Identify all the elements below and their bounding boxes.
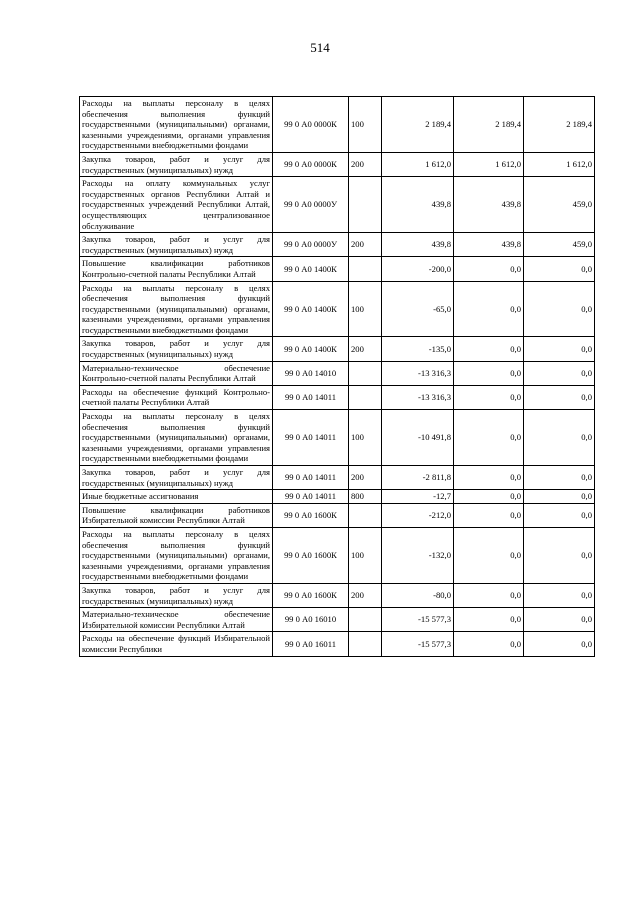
table-row <box>80 490 595 504</box>
table-row <box>80 527 595 583</box>
row-amount-3: 0,0 <box>524 503 595 527</box>
table-row <box>80 632 595 656</box>
row-name: Расходы на выплаты персоналу в целях обеспечения выполнения функций государственными (муниципальными) органами, казенными учреждениями, органами управления государственными внебюджетными фондами <box>80 97 273 153</box>
row-amount-1: -2 811,8 <box>382 466 454 490</box>
row-name: Расходы на выплаты персоналу в целях обеспечения выполнения функций государственными (муниципальными) органами, казенными учреждениями, органами управления государственными внебюджетными фондами <box>80 410 273 466</box>
row-name: Расходы на обеспечение функций Избирательной комиссии Республики <box>80 632 273 656</box>
table-row <box>80 503 595 527</box>
row-expense-type: 100 <box>349 410 382 466</box>
table-row <box>80 410 595 466</box>
row-name: Закупка товаров, работ и услуг для государственных (муниципальных) нужд <box>80 583 273 607</box>
row-expense-type: 200 <box>349 583 382 607</box>
row-amount-1: -132,0 <box>382 527 454 583</box>
row-name: Иные бюджетные ассигнования <box>80 490 273 504</box>
row-code: 99 0 А0 1400К <box>273 257 349 281</box>
row-amount-2: 0,0 <box>454 257 524 281</box>
row-name: Повышение квалификации работников Избирательной комиссии Республики Алтай <box>80 503 273 527</box>
row-expense-type: 100 <box>349 97 382 153</box>
row-amount-1: 1 612,0 <box>382 152 454 176</box>
row-name: Расходы на оплату коммунальных услуг государственных органов Республики Алтай и государственных учреждений Республики Алтай, осуществляющих централизованное обслуживание <box>80 177 273 233</box>
row-code: 99 0 А0 14011 <box>273 410 349 466</box>
row-amount-2: 0,0 <box>454 527 524 583</box>
row-expense-type <box>349 385 382 409</box>
row-amount-3: 0,0 <box>524 527 595 583</box>
table-row <box>80 583 595 607</box>
row-code: 99 0 А0 14010 <box>273 361 349 385</box>
row-amount-3: 0,0 <box>524 632 595 656</box>
row-amount-3: 1 612,0 <box>524 152 595 176</box>
table-row <box>80 177 595 233</box>
row-amount-1: -80,0 <box>382 583 454 607</box>
row-name: Повышение квалификации работников Контрольно-счетной палаты Республики Алтай <box>80 257 273 281</box>
row-amount-1: -15 577,3 <box>382 632 454 656</box>
row-expense-type <box>349 177 382 233</box>
row-amount-3: 0,0 <box>524 257 595 281</box>
row-amount-3: 0,0 <box>524 608 595 632</box>
row-expense-type: 200 <box>349 337 382 361</box>
row-amount-2: 0,0 <box>454 361 524 385</box>
row-amount-2: 0,0 <box>454 583 524 607</box>
row-amount-2: 2 189,4 <box>454 97 524 153</box>
row-amount-1: -65,0 <box>382 281 454 337</box>
row-expense-type: 200 <box>349 152 382 176</box>
row-code: 99 0 А0 1600К <box>273 527 349 583</box>
row-expense-type <box>349 503 382 527</box>
row-code: 99 0 А0 0000У <box>273 177 349 233</box>
row-amount-1: -13 316,3 <box>382 361 454 385</box>
row-amount-2: 1 612,0 <box>454 152 524 176</box>
row-code: 99 0 А0 1600К <box>273 503 349 527</box>
row-expense-type: 800 <box>349 490 382 504</box>
table-row <box>80 385 595 409</box>
row-name: Расходы на выплаты персоналу в целях обеспечения выполнения функций государственными (муниципальными) органами, казенными учреждениями, органами управления государственными внебюджетными фондами <box>80 527 273 583</box>
row-expense-type: 100 <box>349 281 382 337</box>
row-amount-3: 0,0 <box>524 361 595 385</box>
table-row <box>80 152 595 176</box>
row-amount-2: 0,0 <box>454 410 524 466</box>
row-name: Закупка товаров, работ и услуг для государственных (муниципальных) нужд <box>80 152 273 176</box>
row-amount-2: 0,0 <box>454 608 524 632</box>
page-number: 514 <box>310 40 330 55</box>
row-amount-1: -13 316,3 <box>382 385 454 409</box>
row-name: Материально-техническое обеспечение Контрольно-счетной палаты Республики Алтай <box>80 361 273 385</box>
row-code: 99 0 А0 0000К <box>273 97 349 153</box>
row-amount-3: 0,0 <box>524 490 595 504</box>
row-code: 99 0 А0 16011 <box>273 632 349 656</box>
row-amount-1: 2 189,4 <box>382 97 454 153</box>
row-expense-type <box>349 361 382 385</box>
budget-table <box>79 96 595 657</box>
row-expense-type <box>349 257 382 281</box>
row-amount-3: 0,0 <box>524 466 595 490</box>
row-amount-2: 439,8 <box>454 177 524 233</box>
row-amount-3: 459,0 <box>524 233 595 257</box>
row-amount-2: 0,0 <box>454 385 524 409</box>
row-amount-1: -135,0 <box>382 337 454 361</box>
row-amount-2: 0,0 <box>454 466 524 490</box>
row-code: 99 0 А0 14011 <box>273 490 349 504</box>
row-code: 99 0 А0 1600К <box>273 583 349 607</box>
table-row <box>80 466 595 490</box>
row-amount-2: 0,0 <box>454 490 524 504</box>
row-expense-type <box>349 608 382 632</box>
row-amount-1: -10 491,8 <box>382 410 454 466</box>
row-code: 99 0 А0 0000К <box>273 152 349 176</box>
row-code: 99 0 А0 14011 <box>273 466 349 490</box>
row-amount-1: -12,7 <box>382 490 454 504</box>
row-expense-type: 100 <box>349 527 382 583</box>
row-amount-3: 0,0 <box>524 385 595 409</box>
row-amount-1: -200,0 <box>382 257 454 281</box>
row-name: Расходы на обеспечение функций Контрольно-счетной палаты Республики Алтай <box>80 385 273 409</box>
table-row <box>80 233 595 257</box>
table-row <box>80 337 595 361</box>
row-code: 99 0 А0 1400К <box>273 337 349 361</box>
row-name: Материально-техническое обеспечение Избирательной комиссии Республики Алтай <box>80 608 273 632</box>
row-amount-2: 439,8 <box>454 233 524 257</box>
row-name: Расходы на выплаты персоналу в целях обеспечения выполнения функций государственными (муниципальными) органами, казенными учреждениями, органами управления государственными внебюджетными фондами <box>80 281 273 337</box>
table-row <box>80 361 595 385</box>
table-row <box>80 257 595 281</box>
row-amount-3: 459,0 <box>524 177 595 233</box>
row-amount-1: 439,8 <box>382 177 454 233</box>
row-amount-3: 0,0 <box>524 337 595 361</box>
row-code: 99 0 А0 1400К <box>273 281 349 337</box>
row-amount-3: 0,0 <box>524 583 595 607</box>
row-name: Закупка товаров, работ и услуг для государственных (муниципальных) нужд <box>80 466 273 490</box>
row-name: Закупка товаров, работ и услуг для государственных (муниципальных) нужд <box>80 337 273 361</box>
row-amount-2: 0,0 <box>454 337 524 361</box>
row-code: 99 0 А0 0000У <box>273 233 349 257</box>
row-name: Закупка товаров, работ и услуг для государственных (муниципальных) нужд <box>80 233 273 257</box>
row-amount-2: 0,0 <box>454 281 524 337</box>
row-amount-3: 0,0 <box>524 410 595 466</box>
row-amount-3: 2 189,4 <box>524 97 595 153</box>
row-code: 99 0 А0 16010 <box>273 608 349 632</box>
row-amount-1: -212,0 <box>382 503 454 527</box>
row-expense-type: 200 <box>349 233 382 257</box>
row-amount-1: 439,8 <box>382 233 454 257</box>
table-row <box>80 608 595 632</box>
row-amount-1: -15 577,3 <box>382 608 454 632</box>
table-row <box>80 281 595 337</box>
table-row <box>80 97 595 153</box>
row-expense-type <box>349 632 382 656</box>
row-code: 99 0 А0 14011 <box>273 385 349 409</box>
row-expense-type: 200 <box>349 466 382 490</box>
table-body <box>80 97 595 657</box>
row-amount-2: 0,0 <box>454 632 524 656</box>
row-amount-2: 0,0 <box>454 503 524 527</box>
row-amount-3: 0,0 <box>524 281 595 337</box>
